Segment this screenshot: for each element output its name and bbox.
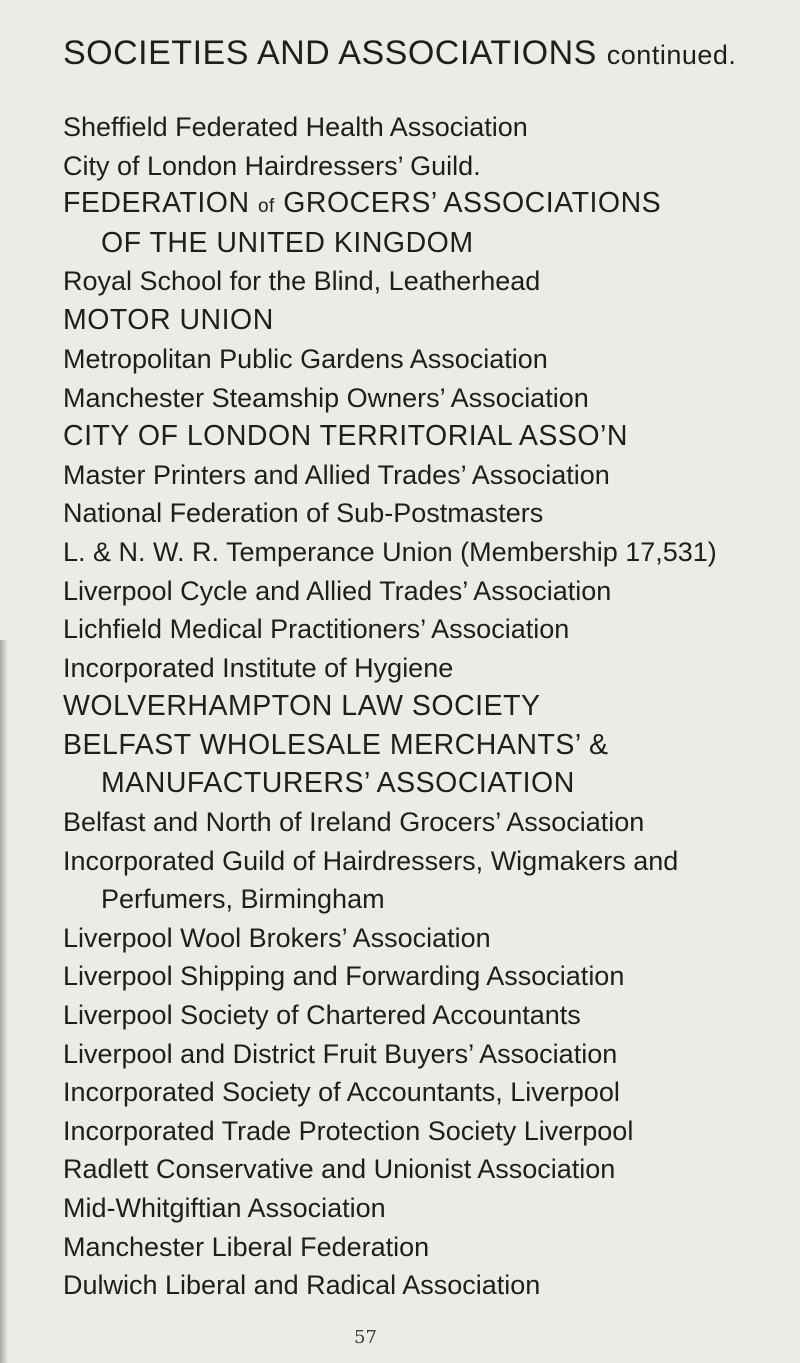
- list-item: MANUFACTURERS’ ASSOCIATION: [101, 767, 575, 799]
- list-item-part: FEDERATION: [63, 187, 250, 219]
- list-item: Sheffield Federated Health Association: [63, 112, 528, 142]
- list-item: National Federation of Sub-Postmasters: [63, 498, 544, 528]
- list-item: Master Printers and Allied Trades’ Association: [63, 460, 610, 490]
- list-item: Liverpool Wool Brokers’ Association: [63, 923, 491, 953]
- list-item: [63, 187, 661, 223]
- list-item: Liverpool Society of Chartered Accountants: [63, 1000, 581, 1030]
- list-item: Perfumers, Birmingham: [101, 884, 385, 914]
- list-item: Incorporated Trade Protection Society Liverpool: [63, 1116, 634, 1146]
- list-item: Liverpool Shipping and Forwarding Association: [63, 961, 625, 991]
- list-item: Dulwich Liberal and Radical Association: [63, 1270, 541, 1300]
- list-item: Manchester Liberal Federation: [63, 1232, 430, 1262]
- list-item: Liverpool Cycle and Allied Trades’ Association: [63, 576, 612, 606]
- list-item: OF THE UNITED KINGDOM: [101, 227, 474, 259]
- list-item: Liverpool and District Fruit Buyers’ Association: [63, 1039, 618, 1069]
- list-item: City of London Hairdressers’ Guild.: [63, 151, 481, 181]
- list-item-part: GROCERS’ ASSOCIATIONS: [283, 187, 662, 219]
- list-item: L. & N. W. R. Temperance Union (Membership 17,531): [63, 537, 717, 567]
- page-edge-shadow: [0, 640, 8, 1363]
- list-item: Manchester Steamship Owners’ Association: [63, 383, 589, 413]
- list-item: Radlett Conservative and Unionist Association: [63, 1154, 616, 1184]
- list-item: Incorporated Society of Accountants, Liverpool: [63, 1077, 620, 1107]
- list-item: WOLVERHAMPTON LAW SOCIETY: [63, 690, 541, 722]
- list-item: Belfast and North of Ireland Grocers’ Association: [63, 807, 645, 837]
- heading-suffix: continued.: [606, 40, 737, 70]
- list-item: Mid-Whitgiftian Association: [63, 1193, 386, 1223]
- list-item: Metropolitan Public Gardens Association: [63, 344, 548, 374]
- list-item: Lichfield Medical Practitioners’ Association: [63, 614, 570, 644]
- list-item: Royal School for the Blind, Leatherhead: [63, 266, 541, 296]
- heading-main: SOCIETIES AND ASSOCIATIONS: [63, 34, 597, 72]
- list-item: Incorporated Guild of Hairdressers, Wigmakers and: [63, 846, 679, 876]
- list-item: CITY OF LONDON TERRITORIAL ASSO’N: [63, 420, 628, 452]
- list-item: BELFAST WHOLESALE MERCHANTS’ &: [63, 729, 609, 761]
- list-item: Incorporated Institute of Hygiene: [63, 653, 454, 683]
- list-item-part: of: [257, 196, 275, 217]
- list-item: MOTOR UNION: [63, 304, 274, 336]
- page-heading: [63, 34, 736, 73]
- page-number: 57: [354, 1327, 377, 1348]
